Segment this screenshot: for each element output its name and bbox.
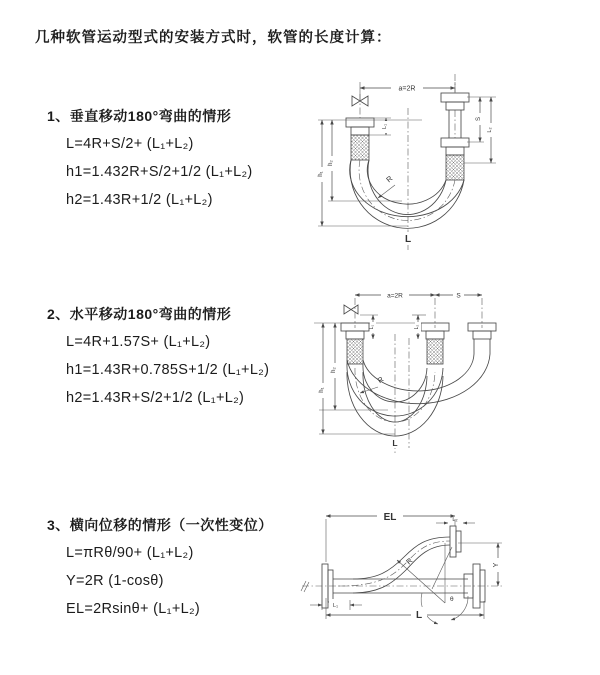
dim-label-end2: L₂ [487, 127, 493, 133]
formula-offset: Y=2R (1-cosθ) [66, 573, 164, 589]
formula-h2: h2=1.43R+S/2+1/2 (L₁+L₂) [66, 390, 245, 406]
formula-length: L=4R+1.57S+ (L₁+L₂) [66, 334, 211, 350]
dim-label-radius: R [375, 374, 386, 386]
section-2 [47, 304, 269, 412]
flange-upper-right [450, 526, 461, 557]
dimension-end1 [360, 315, 378, 339]
dim-label-el: EL [383, 512, 397, 523]
formula-h1: h1=1.43R+0.785S+1/2 (L₁+L₂) [66, 362, 270, 378]
dim-label-end1: L₁ [382, 124, 388, 129]
dim-label-width: a=2R [398, 85, 416, 93]
diagram-horizontal-180-bend [308, 282, 600, 472]
dim-label-radius: R [404, 555, 415, 567]
flange-middle [421, 323, 449, 364]
page-title: 几种软管运动型式的安装方式时，软管的长度计算： [35, 30, 392, 46]
dim-label-h1: h₁ [319, 387, 325, 393]
diagram-lateral-displacement [298, 503, 600, 648]
dim-label-length: L [404, 234, 412, 245]
dim-label-end1: L₁ [333, 603, 338, 609]
dimension-end2 [436, 517, 475, 523]
dim-label-h2: h₂ [331, 367, 337, 373]
dim-label-length: L [415, 610, 423, 621]
section-1-formulas [66, 130, 253, 214]
flange-left [346, 118, 374, 160]
section-2-formulas [66, 328, 269, 412]
dim-label-length: L [392, 438, 398, 448]
section-3-formulas [66, 539, 273, 623]
dim-label-radius: R [384, 173, 395, 185]
section-2-heading: 2、水平移动180°弯曲的情形 [47, 306, 232, 322]
section-1-heading: 1、垂直移动180°弯曲的情形 [47, 108, 232, 124]
dimension-width-shift [355, 291, 482, 300]
pipe-break-mark [301, 581, 309, 592]
diagram-vertical-180-bend [310, 68, 595, 263]
formula-h2: h2=1.43R+1/2 (L₁+L₂) [66, 192, 213, 208]
formula-length: L=4R+S/2+ (L₁+L₂) [66, 136, 194, 152]
dim-label-h2: h₂ [328, 160, 334, 166]
dimension-end1 [310, 599, 362, 610]
dimension-end2 [412, 315, 426, 339]
section-1 [47, 106, 253, 214]
dim-label-stroke: S [476, 116, 482, 122]
dimension-el [326, 510, 458, 562]
dim-label-end2: L₂ [414, 324, 420, 330]
dimension-stroke-end2 [464, 97, 496, 163]
dimension-h1-h2 [318, 120, 422, 226]
dim-label-angle: θ [450, 596, 454, 603]
dim-label-end1: L₁ [369, 324, 375, 330]
radius-angle-construction [397, 543, 468, 624]
dim-label-h1: h₁ [318, 171, 324, 177]
dim-label-shift: S [456, 292, 461, 300]
dim-label-width: a=2R [387, 292, 403, 300]
formula-el: EL=2Rsinθ+ (L₁+L₂) [66, 601, 201, 617]
dim-label-end2: L₂ [452, 517, 458, 523]
formula-length: L=πRθ/90+ (L₁+L₂) [66, 545, 194, 561]
hose-s-curve [338, 537, 450, 593]
valve-icon [344, 305, 358, 314]
flange-right [441, 93, 469, 180]
radius-leader [378, 174, 395, 198]
flange-left [341, 323, 369, 364]
dim-label-offset: Y [493, 562, 500, 568]
dimension-end1 [369, 118, 391, 135]
formula-h1: h1=1.432R+S/2+1/2 (L₁+L₂) [66, 164, 253, 180]
section-3-heading: 3、横向位移的情形（一次性变位） [47, 517, 273, 533]
section-3 [47, 515, 273, 623]
hose-u-bend [347, 354, 490, 436]
